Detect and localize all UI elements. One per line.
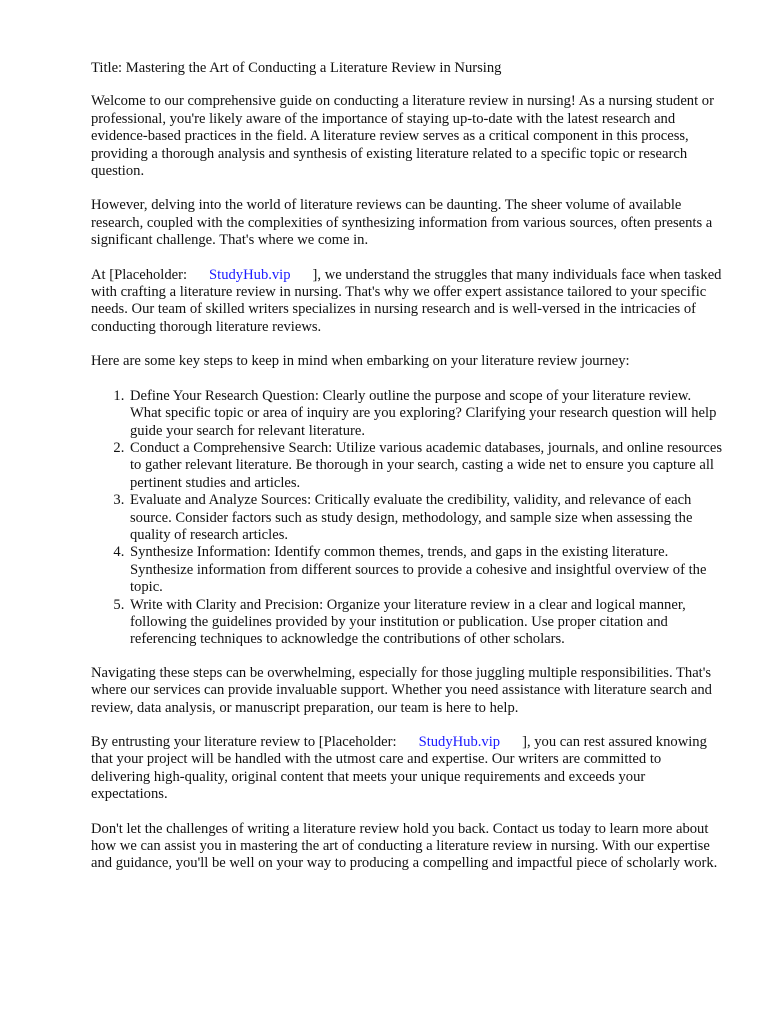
entrust-prefix: By entrusting your literature review to [Placeholder: <box>91 734 397 750</box>
document-title: Title: Mastering the Art of Conducting a Literature Review in Nursing <box>91 60 502 76</box>
intro-paragraph: Welcome to our comprehensive guide on conducting a literature review in nursing! As a nursing student or professional, you're likely aware of the importance of staying up-to-date with the latest research and evidence-based practices in the field. A literature review serves as a critical component in this process, providing a thorough analysis and synthesis of existing literature related to a specific topic or research question. <box>91 93 714 180</box>
navigating-paragraph: Navigating these steps can be overwhelming, especially for those juggling multiple responsibilities. That's where our services can provide invaluable support. Whether you need assistance with literature search and review, data analysis, or manuscript preparation, our team is here to help. <box>91 664 712 716</box>
steps-list-item: 3. Evaluate and Analyze Sources: Critically evaluate the credibility, validity, and relevance of each source. Consider factors such as study design, methodology, and sample size when assessing the quality of research articles. <box>128 492 723 544</box>
steps-list <box>91 388 723 649</box>
studyhub-link[interactable]: StudyHub.vip <box>209 266 291 283</box>
steps-list-item: 5. Write with Clarity and Precision: Organize your literature review in a clear and logical manner, following the guidelines provided by your institution or publication. Use proper citation and referencing techniques to acknowledge the contributions of other scholars. <box>128 597 723 649</box>
entrust-paragraph <box>91 734 723 804</box>
steps-list-item: 4. Synthesize Information: Identify common themes, trends, and gaps in the existing literature. Synthesize information from different sources to provide a cohesive and insightful overview of the topic. <box>128 544 723 596</box>
document-page <box>91 60 723 890</box>
studyhub-link[interactable]: StudyHub.vip <box>418 734 501 750</box>
placeholder-paragraph <box>91 267 723 337</box>
placeholder-prefix: At [Placeholder: <box>91 266 188 283</box>
placeholder-suffix: ], we understand the struggles that many individuals face when tasked with crafting a literature review in nursing. That's why we offer expert assistance tailored to your specific needs. Our team of skilled writers specializes in nursing research and is well-versed in the intricacies of conducting thorough literature reviews. <box>91 266 722 335</box>
challenge-paragraph: However, delving into the world of literature reviews can be daunting. The sheer volume of available research, coupled with the complexities of synthesizing information from various sources, often presents a significant challenge. That's where we come in. <box>91 197 713 249</box>
steps-list-item: 1. Define Your Research Question: Clearly outline the purpose and scope of your literature review. What specific topic or area of inquiry are you exploring? Clarifying your research question will help guide your search for relevant literature. <box>128 388 723 440</box>
steps-list-item: 2. Conduct a Comprehensive Search: Utilize various academic databases, journals, and online resources to gather relevant literature. Be thorough in your search, casting a wide net to ensure you capture all pertinent studies and articles. <box>128 440 723 492</box>
closing-paragraph: Don't let the challenges of writing a literature review hold you back. Contact us today to learn more about how we can assist you in mastering the art of conducting a literature review in nursing. With our expertise and guidance, you'll be well on your way to producing a compelling and impactful piece of scholarly work. <box>91 820 718 872</box>
steps-intro-paragraph: Here are some key steps to keep in mind when embarking on your literature review journey: <box>91 353 630 370</box>
entrust-suffix: ], you can rest assured knowing that your project will be handled with the utmost care and expertise. Our writers are committed to delivering high-quality, original content that meets your unique requirements and exceeds your expectations. <box>91 734 707 803</box>
